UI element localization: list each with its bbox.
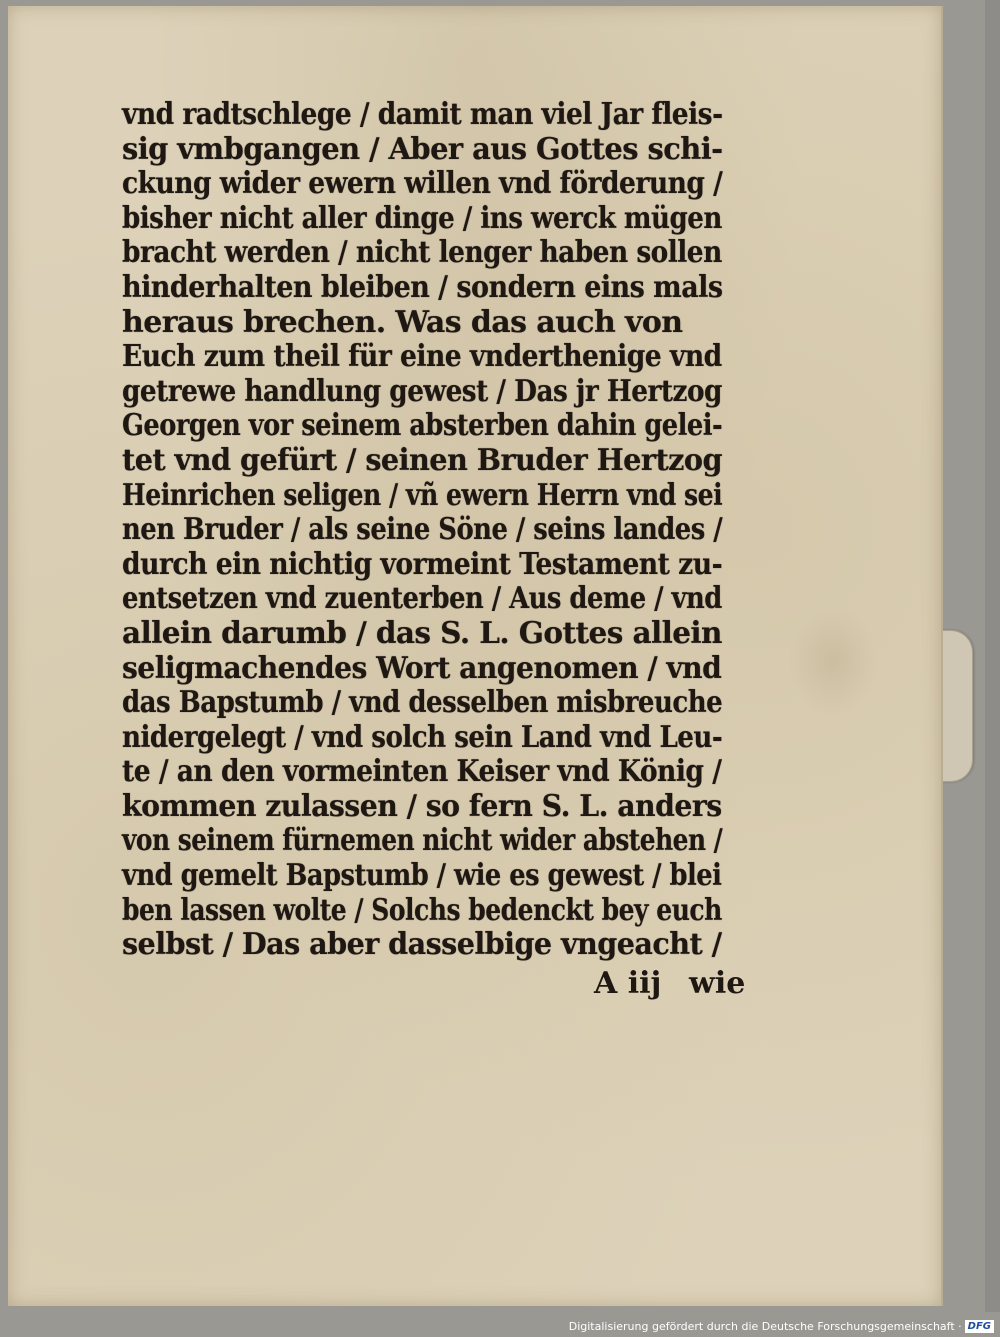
text-line: vnd radtschlege / damit man viel Jar fleis-	[122, 97, 723, 132]
funding-credit	[569, 1320, 994, 1334]
text-line: selbst / Das aber dasselbige vngeacht /	[122, 927, 722, 963]
text-line: seligmachendes Wort angenomen / vnd	[122, 650, 722, 686]
catchword: wie	[689, 966, 746, 1001]
dfg-logo-icon: DFG	[965, 1320, 994, 1333]
text-line: hinderhalten bleiben / sondern eins mals	[122, 269, 723, 305]
text-line: Heinrichen seligen / vñ ewern Herrn vnd sei	[122, 477, 723, 513]
text-line: ckung wider ewern willen vnd förderung /	[122, 166, 723, 202]
text-line: nidergelegt / vnd solch sein Land vnd Leu-	[122, 719, 723, 755]
body-text	[122, 98, 722, 963]
text-line: durch ein nichtig vormeint Testament zu-	[122, 546, 723, 582]
text-line: von seinem fürnemen nicht wider abstehen /	[122, 823, 723, 859]
text-line: bracht werden / nicht lenger haben sollen	[122, 235, 722, 271]
text-line: allein darumb / das S. L. Gottes allein	[122, 615, 722, 651]
text-line: bisher nicht aller dinge / ins werck mügen	[122, 200, 722, 236]
text-line: Georgen vor seinem absterben dahin gelei-	[122, 408, 723, 444]
text-line: sig vmbgangen / Aber aus Gottes schi-	[122, 131, 723, 167]
paper-stain	[788, 606, 878, 716]
text-line: Euch zum theil für eine vnderthenige vnd	[122, 339, 722, 375]
text-line: ben lassen wolte / Solchs bedenckt bey euch	[122, 892, 722, 928]
text-line: vnd gemelt Bapstumb / wie es gewest / blei	[122, 858, 722, 894]
text-line: te / an den vormeinten Keiser vnd König /	[122, 754, 722, 790]
text-line: kommen zulassen / so fern S. L. anders	[122, 788, 722, 824]
text-line: tet vnd gefürt / seinen Bruder Hertzog	[122, 442, 723, 478]
footer-bar	[0, 1312, 1000, 1337]
text-line: getrewe handlung gewest / Das jr Hertzog	[122, 373, 722, 409]
text-line: nen Bruder / als seine Söne / seins landes /	[122, 512, 723, 548]
funding-credit-text: Digitalisierung gefördert durch die Deutsche Forschungsgemeinschaft ·	[568, 1319, 962, 1333]
signature-mark: A iij	[594, 966, 662, 1001]
text-line: heraus brechen. Was das auch von	[122, 304, 683, 340]
text-line: das Bapstumb / vnd desselben misbreuche	[122, 685, 723, 721]
text-line: entsetzen vnd zuenterben / Aus deme / vnd	[122, 581, 722, 617]
